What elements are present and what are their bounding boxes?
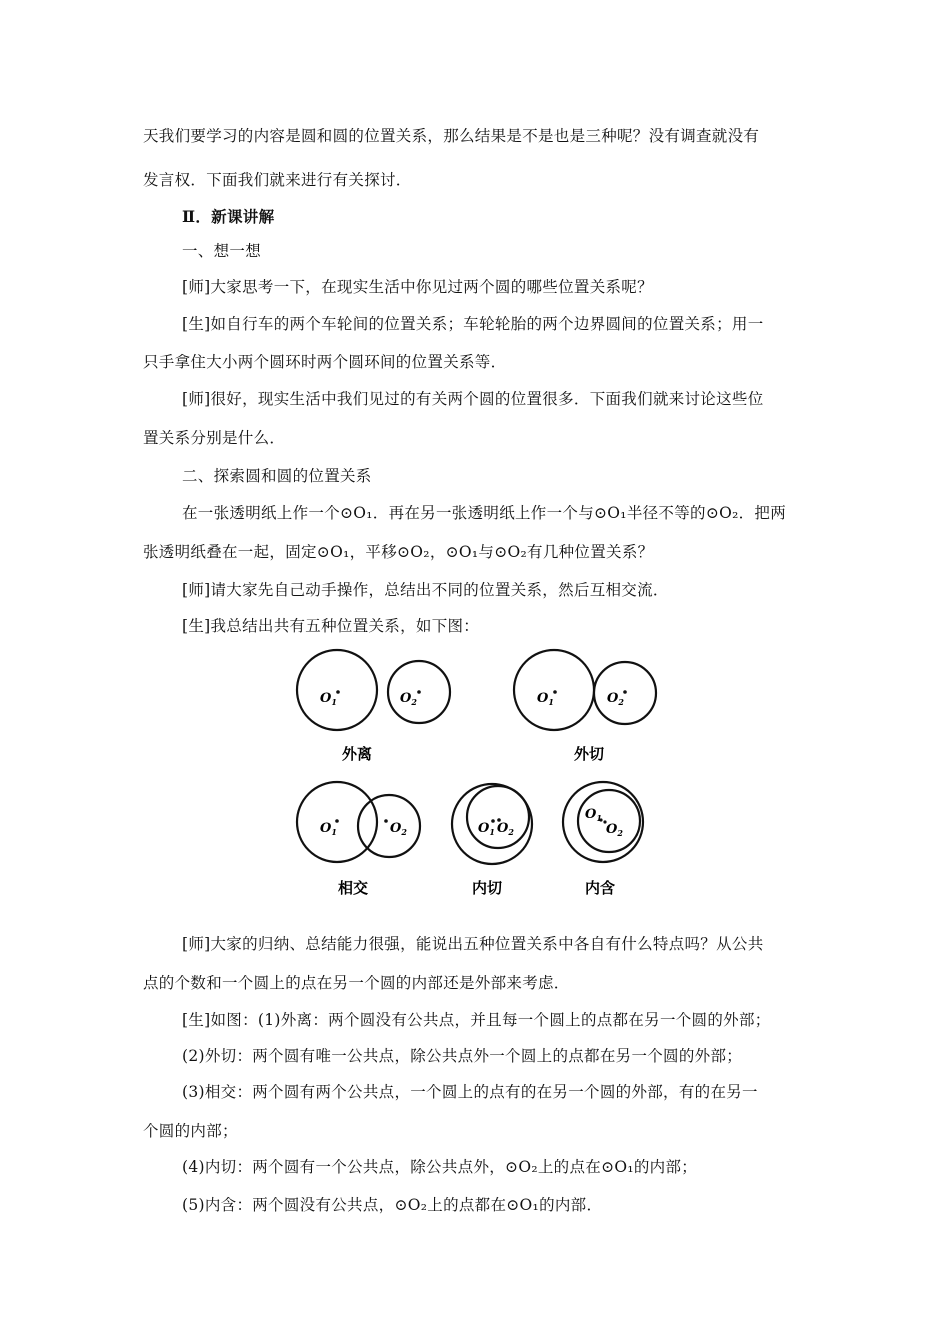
external-tangent-diagram [514,650,656,763]
student-line: (3)相交：两个圆有两个公共点，一个圆上的点有的在另一个圆的外部，有的在另一 [182,1083,758,1101]
circle-o2 [467,786,529,848]
student-line: [生]如图：(1)外离：两个圆没有公共点，并且每一个圆上的点都在另一个圆的外部； [182,1011,771,1029]
point-label-o1: $O_1$ [478,821,495,837]
student-line: [生]如自行车的两个车轮间的位置关系；车轮轮胎的两个边界圆间的位置关系；用一 [182,315,764,333]
label-external-tangent: 外切 [574,745,605,763]
student-line: (2)外切：两个圆有唯一公共点，除公共点外一个圆上的点都在另一个圆的外部； [182,1047,743,1065]
point-label-o2: $O_2$ [390,821,407,837]
teacher-line: 点的个数和一个圆上的点在另一个圆的内部还是外部来考虑． [143,974,570,992]
point-label-o2: $O_2$ [607,691,624,707]
paragraph-line: 张透明纸叠在一起，固定⊙O₁，平移⊙O₂，⊙O₁与⊙O₂有几种位置关系？ [143,543,654,561]
paragraph-line: 天我们要学习的内容是圆和圆的位置关系，那么结果是不是也是三种呢？没有调查就没有 [143,127,760,145]
point-label-o1: $O_1$ [537,691,554,707]
point-label-o2: $O_2$ [497,821,514,837]
point-label-o1: $O_1$ [585,807,602,823]
subsection-heading: 二、探索圆和圆的位置关系 [182,467,372,485]
student-line: (5)内含：两个圆没有公共点，⊙O₂上的点都在⊙O₁的内部． [182,1196,603,1214]
teacher-line: [师]请大家先自己动手操作，总结出不同的位置关系，然后互相交流． [182,581,669,599]
contain-diagram [563,782,643,897]
student-line: [生]我总结出共有五种位置关系，如下图： [182,617,480,635]
point-label-o2: $O_2$ [606,822,623,838]
student-line: 个圆的内部； [143,1122,238,1140]
point-label-o2: $O_2$ [400,691,417,707]
circle-o1 [563,782,643,862]
circle-relations-figure [280,640,680,910]
point-label-o1: $O_1$ [320,691,337,707]
label-separate: 外离 [342,745,373,763]
circle-o2 [358,795,420,857]
teacher-line: [师]很好，现实生活中我们见过的有关两个圆的位置很多．下面我们就来讨论这些位 [182,390,764,408]
subsection-heading: 一、想一想 [182,242,262,260]
paragraph-line: 在一张透明纸上作一个⊙O₁．再在另一张透明纸上作一个与⊙O₁半径不等的⊙O₂．把两 [182,504,787,522]
point-label-o1: $O_1$ [320,821,337,837]
intersect-diagram [297,782,420,897]
separate-diagram [297,650,450,763]
teacher-line: 置关系分别是什么． [143,429,286,447]
student-line: 只手拿住大小两个圆环时两个圆环间的位置关系等． [143,353,507,371]
label-intersect: 相交 [338,879,369,897]
paragraph-line: 发言权．下面我们就来进行有关探讨． [143,171,412,189]
internal-tangent-diagram [452,784,532,897]
label-internal-tangent: 内切 [472,879,503,897]
circle-o1 [514,650,594,730]
student-line: (4)内切：两个圆有一个公共点，除公共点外，⊙O₂上的点在⊙O₁的内部； [182,1158,698,1176]
teacher-line: [师]大家思考一下，在现实生活中你见过两个圆的哪些位置关系呢？ [182,278,653,296]
label-contain: 内含 [585,879,616,897]
section-heading: Ⅱ．新课讲解 [182,207,275,226]
teacher-line: [师]大家的归纳、总结能力很强，能说出五种位置关系中各自有什么特点吗？从公共 [182,935,764,953]
circle-o1 [297,650,377,730]
